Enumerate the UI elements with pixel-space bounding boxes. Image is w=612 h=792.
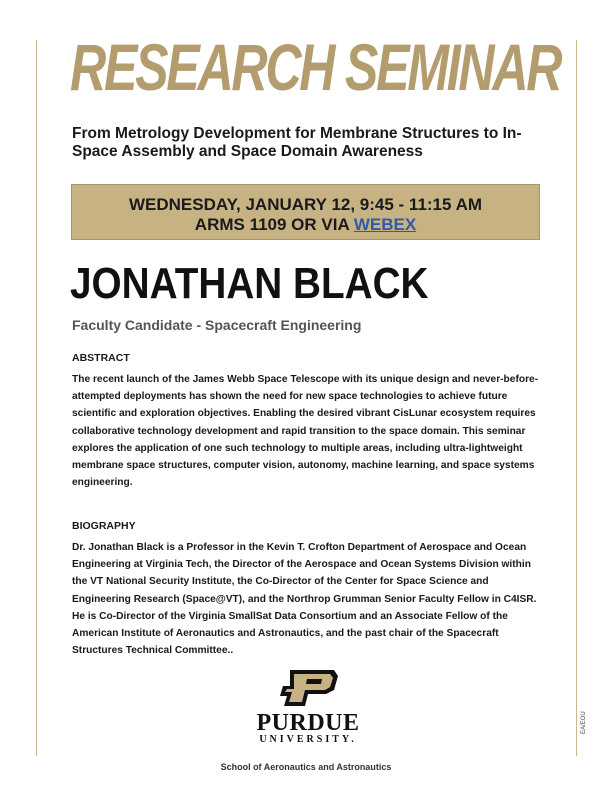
purdue-p-logo-icon xyxy=(238,668,378,708)
right-border-rule xyxy=(576,40,577,756)
left-border-rule xyxy=(36,40,37,756)
university-wordmark: UNIVERSITY. xyxy=(259,734,357,745)
abstract-heading: ABSTRACT xyxy=(72,352,130,364)
speaker-name: JONATHAN BLACK xyxy=(70,259,429,308)
biography-text: Dr. Jonathan Black is a Professor in the Kevin T. Crofton Department of Aerospace and Ocean Engineering at Virginia Tech, the Director of the Aerospace and Ocean Systems Division within the VT National Security Institute, the Co-Director of the Center for Space Science and Engineering Research (Space@VT), and the Northrop Grumman Senior Faculty Fellow in C4ISR. He is Co-Director of the Virginia SmallSat Data Consortium and an Associate Fellow of the American Institute of Aeronautics and Astronautics, and the past chair of the Spacecraft Structures Technical Committee.. xyxy=(72,542,537,657)
webex-link[interactable]: WEBEX xyxy=(353,215,417,234)
page-title: RESEARCH SEMINAR xyxy=(70,30,561,104)
side-code: EA/EOU xyxy=(581,711,587,734)
event-location xyxy=(72,215,539,235)
event-info-banner xyxy=(71,184,540,240)
biography-heading: BIOGRAPHY xyxy=(72,520,136,532)
abstract-text: The recent launch of the James Webb Space Telescope with its unique design and never-before-attempted deployments has shown the need for new space technologies to achieve future scientific and exploration objectives. Enabling the desired vibrant CisLunar ecosystem requires collaborative technology development and rapid transition to the space domain. This seminar explores the application of one such technology to multiple areas, including ultra-lightweight membrane space structures, computer vision, autonomy, machine learning, and space systems engineering. xyxy=(72,374,539,489)
event-datetime: WEDNESDAY, JANUARY 12, 9:45 - 11:15 AM xyxy=(128,195,483,214)
purdue-wordmark: PURDUE xyxy=(256,710,360,736)
location-text: ARMS 1109 OR VIA xyxy=(194,215,354,234)
speaker-role: Faculty Candidate - Spacecraft Engineering xyxy=(72,317,362,333)
talk-title: From Metrology Development for Membrane Structures to In-Space Assembly and Space Domain Awareness xyxy=(72,125,522,160)
school-name: School of Aeronautics and Astronautics xyxy=(220,762,392,772)
